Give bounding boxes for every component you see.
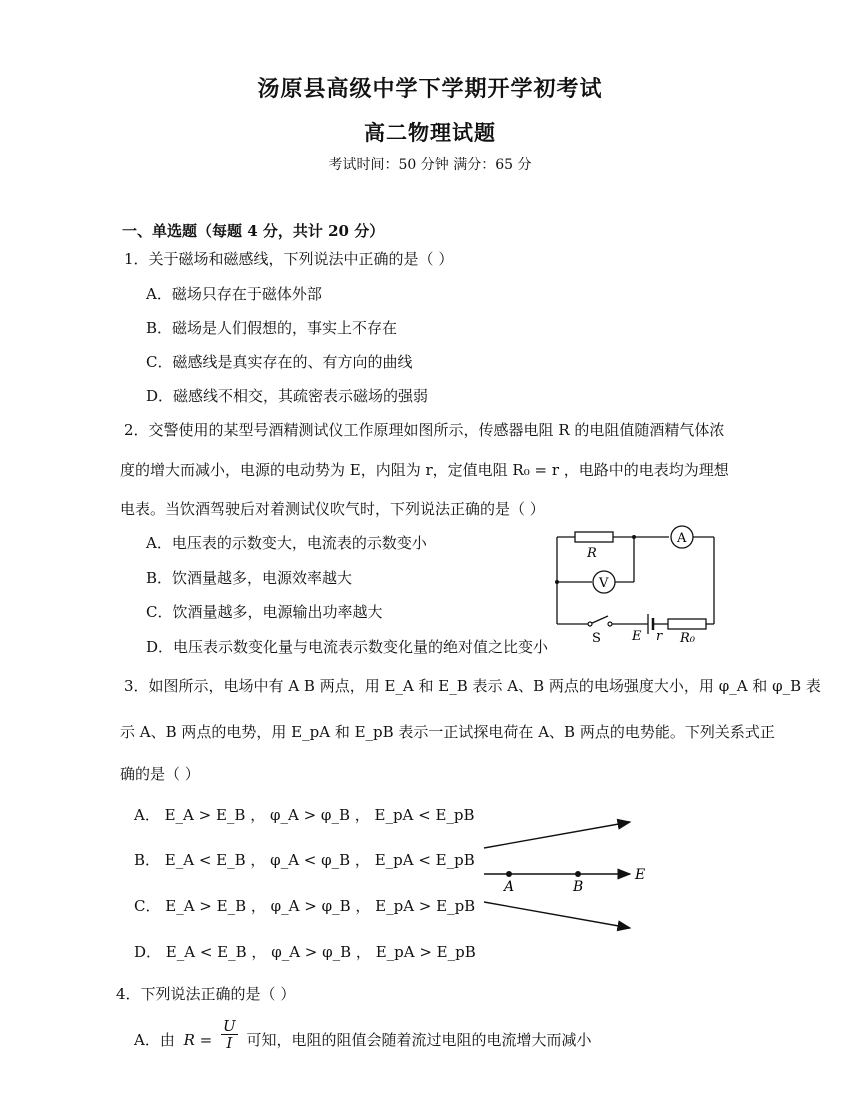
q1-option-c: C．磁感线是真实存在的、有方向的曲线 [146,353,413,371]
q4-option-a [134,1018,592,1058]
label-r: R [587,546,597,561]
label-point-b: B [573,879,584,895]
point-a [506,871,512,877]
exam-info: 考试时间：50 分钟 满分：65 分 [328,157,532,173]
q4-option-a-text: 可知，电阻的阻值会随着流过电阻的电流增大而减小 [246,1030,592,1049]
label-r0: R₀ [680,631,695,646]
label-switch: S [592,631,601,646]
q1-option-d: D．磁感线不相交，其疏密表示磁场的强弱 [146,387,429,405]
q2-option-b: B．饮酒量越多，电源效率越大 [146,569,353,587]
q4-stem: 4．下列说法正确的是（ ） [116,985,296,1003]
q3-line1: 3．如图所示，电场中有 A B 两点，用 E_A 和 E_B 表示 A、B 两点的电场强度大小，用 φ_A 和 φ_B 表 [124,677,821,695]
q4-option-a-prefix: A．由 [134,1030,175,1049]
q2-option-a: A．电压表的示数变大，电流表的示数变小 [146,534,427,552]
q3-option-d: D． E_A < E_B ， φ_A > φ_B ， E_pA > E_pB [134,943,476,961]
q1-stem: 1．关于磁场和磁感线，下列说法中正确的是（ ） [124,250,454,268]
point-b [575,871,581,877]
alcohol-tester-circuit-diagram [552,522,722,650]
q4-fraction-denominator: I [226,1034,233,1052]
exam-subtitle: 高二物理试题 [364,120,496,145]
q2-option-d: D．电压表示数变化量与电流表示数变化量的绝对值之比变小 [146,638,549,656]
q2-option-c: C．饮酒量越多，电源输出功率越大 [146,603,383,621]
field-line-lower [484,902,630,928]
q2-line1: 2．交警使用的某型号酒精测试仪工作原理如图所示，传感器电阻 R 的电阻值随酒精气体浓 [124,421,725,439]
q4-fraction [221,1018,238,1051]
label-voltmeter: V [599,576,609,591]
resistor-r0 [668,619,706,629]
q2-line2: 度的增大而减小，电源的电动势为 E，内阻为 r，定值电阻 R₀ = r ，电路中的电表均为理想 [120,461,729,479]
electric-field-diagram [478,814,658,938]
exam-title: 汤原县高级中学下学期开学初考试 [257,76,603,102]
q1-option-b: B．磁场是人们假想的，事实上不存在 [146,319,398,337]
q2-line3: 电表。当饮酒驾驶后对着测试仪吹气时，下列说法正确的是（ ） [120,500,545,518]
label-field-e: E [635,867,646,883]
q3-option-b: B． E_A < E_B ， φ_A < φ_B ， E_pA < E_pB [134,851,475,869]
q3-option-a: A． E_A > E_B ， φ_A > φ_B ， E_pA < E_pB [134,806,475,824]
q1-option-a: A．磁场只存在于磁体外部 [146,285,322,303]
resistor-r [575,532,613,542]
switch-icon [590,616,608,624]
label-emf: E [632,629,642,644]
q4-formula-r: R = [183,1030,213,1049]
label-internal-r: r [656,629,663,644]
q3-line2: 示 A、B 两点的电势，用 E_pA 和 E_pB 表示一正试探电荷在 A、B 两点的电势能。下列关系式正 [120,723,775,741]
q3-line3: 确的是（ ） [120,765,200,783]
q4-fraction-numerator: U [223,1017,236,1035]
q3-option-c: C． E_A > E_B ， φ_A > φ_B ， E_pA > E_pB [134,897,476,915]
label-ammeter: A [677,531,687,546]
section-heading: 一、单选题（每题 4 分，共计 20 分） [122,222,385,240]
field-line-upper [484,822,630,848]
label-point-a: A [504,879,515,895]
